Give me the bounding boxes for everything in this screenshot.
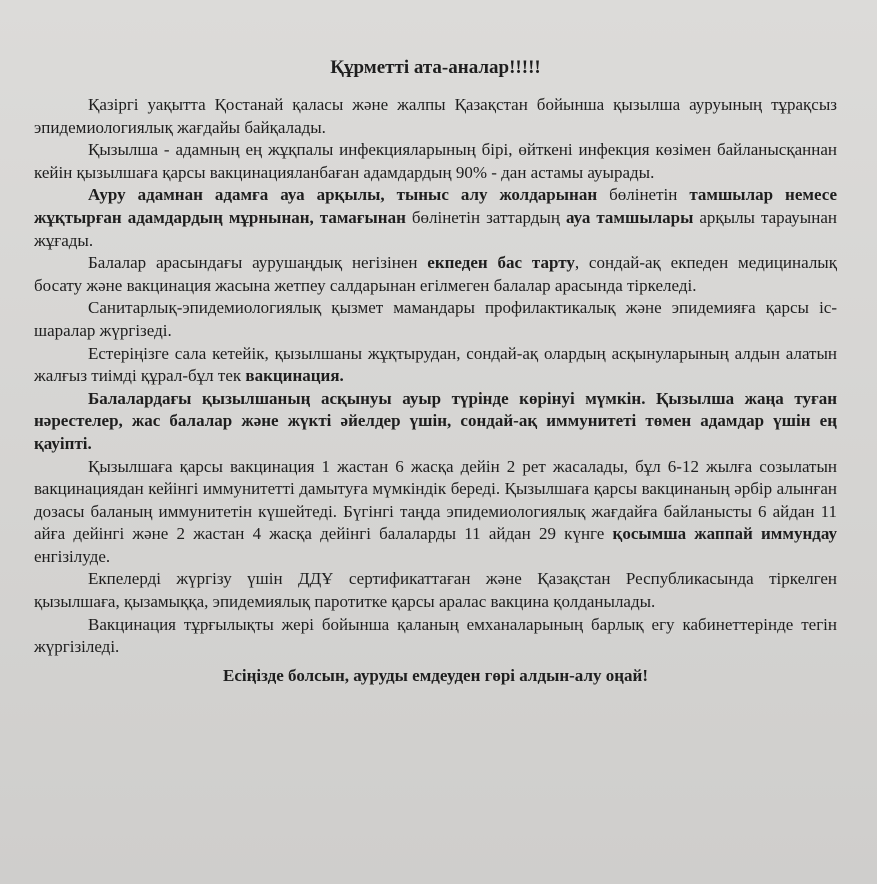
bold-text-run: Ауру адамнан адамға ауа арқылы, тыныс алу жолдарынан	[88, 185, 598, 205]
text-run: енгізілуде.	[34, 546, 111, 566]
text-run: Санитарлық-эпидемиологиялық қызмет мамандары профилактикалық және эпидемияға қарсы іс-шаралар жүргізеді.	[34, 298, 837, 340]
body-paragraph	[34, 139, 837, 184]
body-paragraph	[34, 94, 837, 139]
bold-text-run: екпеден бас тарту	[427, 253, 575, 273]
text-run: Естеріңізге сала кетейік, қызылшаны жұқтырудан, сондай-ақ олардың асқынуларының алдын алатын жалғыз тиімді құрал-бұл тек	[34, 343, 837, 386]
body-paragraph	[34, 184, 837, 252]
bold-text-run: вакцинация.	[245, 366, 344, 386]
bold-text-run: қосымша жаппай иммундау	[612, 524, 837, 544]
body-paragraph	[34, 252, 837, 297]
text-run: Қазіргі уақытта Қостанай қаласы және жалпы Қазақстан бойынша қызылша ауруының тұрақсыз эпидемиологиялық жағдайы байқалады.	[34, 95, 837, 137]
text-run: Вакцинация тұрғылықты жері бойынша қаланың емханаларының барлық егу кабинеттерінде тегін жүргізіледі.	[34, 614, 837, 657]
bold-text-run: ауа тамшылары	[565, 207, 694, 227]
page-title: Құрметті ата-аналар!!!!!	[330, 57, 541, 78]
text-run: Екпелерді жүргізу үшін ДДҰ сертификаттаған және Қазақстан Республикасында тіркелген қызылшаға, қызамыққа, эпидемиялық паротитке қарсы аралас вакцина қолданылады.	[34, 569, 837, 612]
body-paragraph	[34, 343, 837, 388]
closing-line: Есіңізде болсын, ауруды емдеуден гөрі алдын-алу оңай!	[223, 665, 648, 685]
notice-body	[34, 94, 837, 659]
text-run: арқылы тарауынан жұғады.	[34, 207, 837, 250]
body-paragraph	[34, 614, 837, 659]
body-paragraph	[34, 297, 837, 342]
body-paragraph	[34, 568, 837, 613]
text-run: Қызылша - адамның ең жұқпалы инфекцияларының бірі, өйткені инфекция көзімен байланысқаннан кейін қызылшаға қарсы вакцинацияланбаған адамдардың 90% - дан астамы ауырады.	[34, 140, 837, 182]
text-run: Балалар арасындағы аурушаңдық негізінен	[88, 253, 428, 273]
bold-text-run: Балалардағы қызылшаның асқынуы ауыр түрінде көрінуі мүмкін. Қызылша жаңа туған нәрестелер, жас балалар және жүкті әйелдер үшін, сондай-ақ иммунитеті төмен адамдар үшін ең қауіпті.	[34, 388, 837, 453]
text-run: бөлінетін заттардың	[405, 207, 566, 227]
body-paragraph	[34, 388, 837, 456]
bold-text-run: тамшылар немесе жұқтырған адамдардың мұрнынан, тамағынан	[34, 185, 838, 227]
text-run: бөлінетін	[597, 185, 690, 205]
body-paragraph	[34, 456, 837, 569]
text-run: , сондай-ақ екпеден медициналық босату және вакцинация жасына жетпеу салдарынан егілмеген балалар арасында тіркеледі.	[34, 253, 837, 295]
text-run: Қызылшаға қарсы вакцинация 1 жастан 6 жасқа дейін 2 рет жасалады, бұл 6-12 жылға созылатын вакцинациядан кейінгі иммунитетті дамытуға мүмкіндік береді. Қызылшаға қарсы вакцинаның әрбір алынған дозасы баланың иммунитетін күшейтеді. Бүгінгі таңда эпидемиологиялық жағдайға байланысты 6 айдан 11 айға дейінгі және 2 жастан 4 жасқа дейінгі балаларды 11 айдан 29 күнге	[34, 456, 837, 544]
